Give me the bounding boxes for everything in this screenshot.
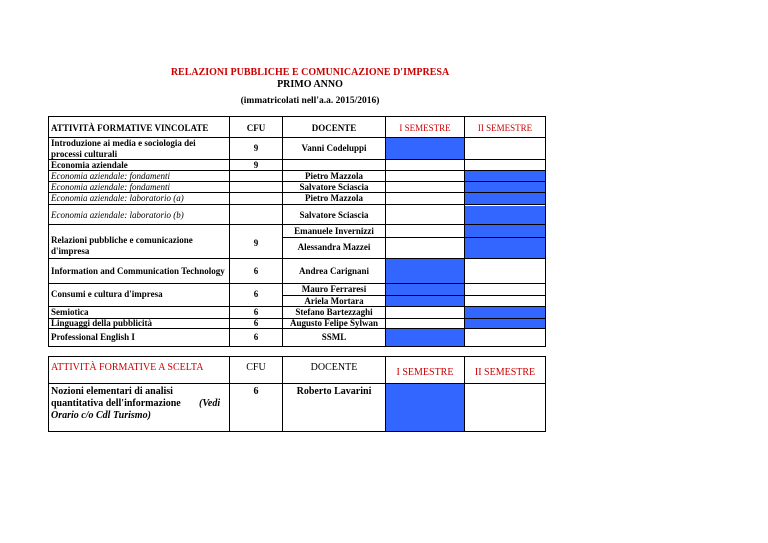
docente-sciascia-b: Salvatore Sciascia [299,210,369,220]
cfu-linguaggi: 6 [253,318,259,328]
docente-codeluppi: Vanni Codeluppi [301,143,367,153]
course-econ-fond-a: Economia aziendale: fondamenti [51,171,170,181]
cfu-consumi: 6 [253,289,259,299]
docente-sciascia-a: Salvatore Sciascia [299,182,369,192]
docente-sylwan: Augusto Felipe Sylwan [289,318,378,328]
t1-row-line [48,224,546,225]
sem1-cell-english [386,329,464,346]
cfu-ict: 6 [253,266,259,276]
t1-header-docente: DOCENTE [311,123,357,133]
t1-row-line [48,258,546,259]
docente-mazzei: Alessandra Mazzei [297,242,371,252]
t1-header-sem1: I SEMESTRE [399,123,451,133]
sem2-cell-linguaggi [465,319,545,328]
sem2-cell-relazioni-a [465,225,545,237]
t1-vline [385,116,386,347]
docente-mazzola-b: Pietro Mazzola [304,193,364,203]
course-nozioni-note: (Vedi [199,398,221,409]
t1-border-top [48,116,546,117]
course-econ-lab-a: Economia aziendale: laboratorio (a) [51,193,184,203]
sem2-cell-semiotica [465,307,545,318]
page-title: RELAZIONI PUBBLICHE E COMUNICAZIONE D'IMPRESA [170,67,450,78]
cfu-nozioni: 6 [253,386,259,397]
docente-carignani: Andrea Carignani [298,266,370,276]
docente-invernizzi: Emanuele Invernizzi [294,226,374,236]
docente-lavarini: Roberto Lavarini [296,386,372,397]
t2-header-sem2: II SEMESTRE [474,367,536,378]
sem1-cell-nozioni [386,384,464,431]
sem1-cell-ict [386,259,464,283]
t1-row-line [48,204,546,205]
course-english: Professional English I [51,332,135,342]
sem1-cell-intro [386,138,464,159]
course-ict: Information and Communication Technology [51,266,225,276]
t2-header-attivita: ATTIVITÀ FORMATIVE A SCELTA [51,362,204,373]
sem1-cell-consumi-b [386,296,464,306]
t2-border-top [48,356,546,357]
cfu-semiotica: 6 [253,307,259,317]
course-relazioni: Relazioni pubbliche e comunicazione d'impresa [51,235,193,256]
sem1-cell-consumi-a [386,284,464,295]
docente-mazzola-a: Pietro Mazzola [304,171,364,181]
course-linguaggi: Linguaggi della pubblicità [51,318,153,328]
course-nozioni-line2: quantitativa dell'informazione [51,398,181,409]
sem2-cell-relazioni-b [465,238,545,258]
course-econ-fond-b: Economia aziendale: fondamenti [51,182,170,192]
docente-bartezzaghi: Stefano Bartezzaghi [295,307,373,317]
course-econ: Economia aziendale [51,160,128,170]
t2-header-sem1: I SEMESTRE [396,367,454,378]
t1-vline [48,116,49,347]
sem2-cell-econ-fond-a [465,171,545,181]
course-intro: Introduzione ai media e sociologia dei processi culturali [51,138,196,159]
page-note: (immatricolati nell'a.a. 2015/2016) [240,96,380,106]
course-econ-lab-b: Economia aziendale: laboratorio (b) [51,210,184,220]
t1-border-bottom [48,346,546,347]
t1-header-sem2: II SEMESTRE [477,123,533,133]
t2-border-bottom [48,431,546,432]
t2-header-docente: DOCENTE [310,362,358,373]
t2-header-bottom [48,383,546,384]
cfu-relazioni: 9 [253,238,259,248]
t1-vline [464,116,465,347]
course-consumi: Consumi e cultura d'impresa [51,289,163,299]
t1-vline [545,116,546,347]
t2-vline [48,356,49,432]
sem2-cell-econ-lab-a [465,193,545,204]
sem2-cell-econ-fond-b [465,182,545,192]
t2-header-cfu: CFU [246,362,266,373]
course-nozioni-line1: Nozioni elementari di analisi [51,386,173,397]
docente-ferraresi: Mauro Ferraresi [301,284,367,294]
sem2-cell-econ-lab-b [465,206,545,224]
course-semiotica: Semiotica [51,307,89,317]
t1-header-attivita: ATTIVITÀ FORMATIVE VINCOLATE [51,123,209,133]
t1-header-cfu: CFU [246,123,266,133]
cfu-intro: 9 [253,143,259,153]
cfu-econ: 9 [253,160,259,170]
course-nozioni-line3: Orario c/o Cdl Turismo) [51,410,151,421]
cfu-english: 6 [253,332,259,342]
t1-row-line [282,237,546,238]
docente-ssml: SSML [321,332,347,342]
docente-mortara: Ariela Mortara [304,296,364,306]
page-subtitle: PRIMO ANNO [277,79,343,90]
t2-vline [545,356,546,432]
